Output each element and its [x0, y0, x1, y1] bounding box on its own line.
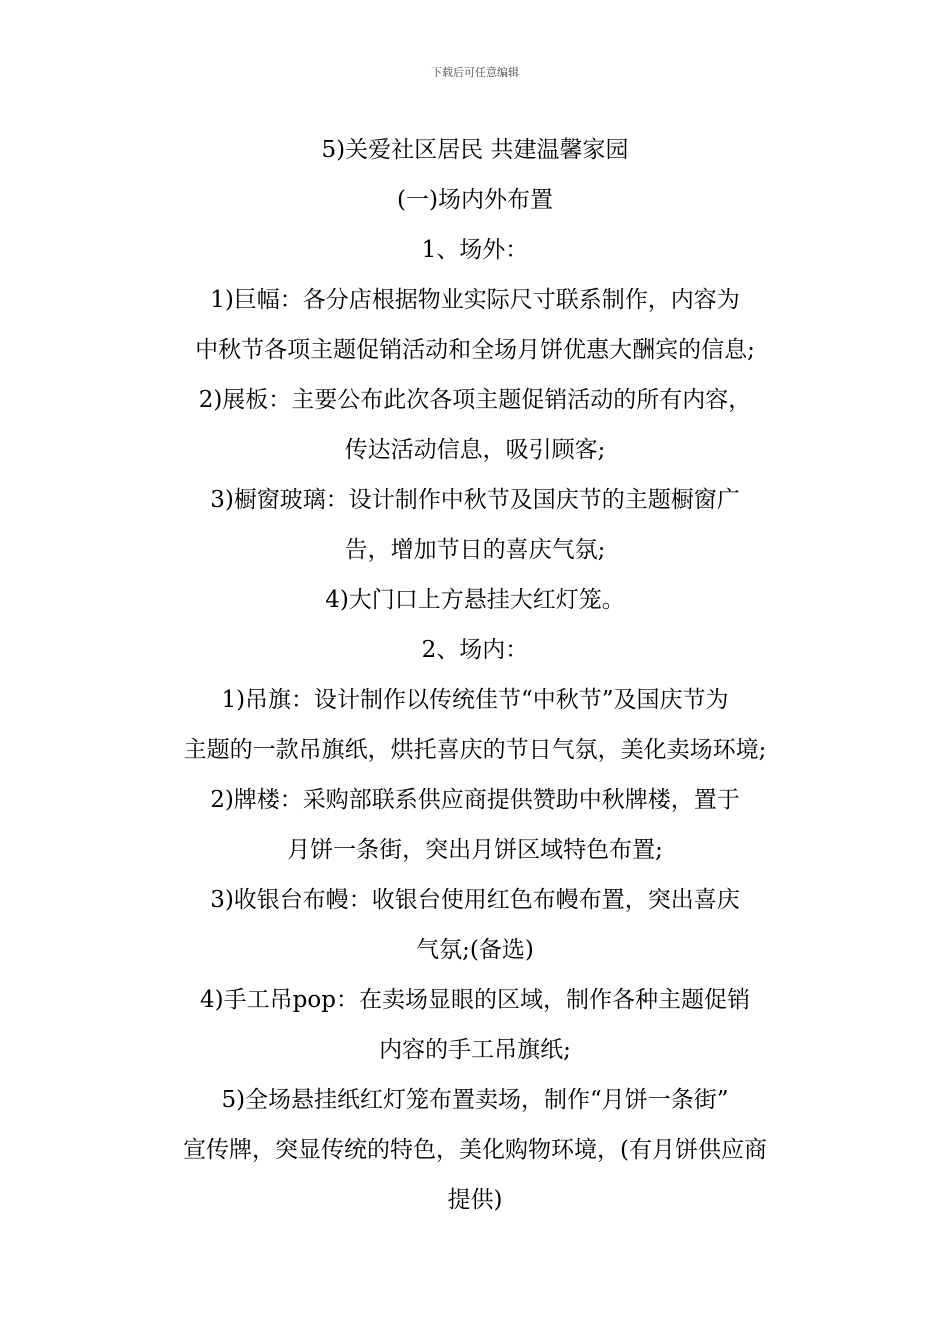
- paragraph-line: 4)手工吊pop：在卖场显眼的区域，制作各种主题促销: [200, 987, 750, 1013]
- paragraph-line: 传达活动信息，吸引顾客;: [344, 437, 606, 463]
- paragraph-line: 2)牌楼：采购部联系供应商提供赞助中秋牌楼，置于: [210, 787, 740, 813]
- paragraph-line: 2)展板：主要公布此次各项主题促销活动的所有内容，: [198, 387, 752, 413]
- heading-inside: 2、场内：: [421, 637, 529, 663]
- heading-outside: 1、场外：: [421, 237, 529, 263]
- paragraph-line: 4)大门口上方悬挂大红灯笼。: [325, 587, 625, 613]
- paragraph-line: 月饼一条街，突出月饼区域特色布置;: [287, 837, 663, 863]
- paragraph-line: 提供): [447, 1187, 503, 1213]
- paragraph-line: 5)全场悬挂纸红灯笼布置卖场，制作“月饼一条街”: [221, 1087, 729, 1113]
- paragraph-line: 告，增加节日的喜庆气氛;: [344, 537, 606, 563]
- subsection-title: (一)场内外布置: [397, 187, 553, 213]
- paragraph-line: 宣传牌，突显传统的特色，美化购物环境，(有月饼供应商: [183, 1137, 767, 1163]
- header-note: 下载后可任意编辑: [431, 66, 519, 79]
- section-title: 5)关爱社区居民 共建温馨家园: [321, 137, 629, 163]
- paragraph-line: 1)巨幅：各分店根据物业实际尺寸联系制作，内容为: [210, 287, 740, 313]
- paragraph-line: 1)吊旗：设计制作以传统佳节“中秋节”及国庆节为: [221, 687, 729, 713]
- paragraph-line: 气氛;(备选): [416, 937, 534, 963]
- paragraph-line: 主题的一款吊旗纸，烘托喜庆的节日气氛，美化卖场环境;: [183, 737, 767, 763]
- paragraph-line: 3)橱窗玻璃：设计制作中秋节及国庆节的主题橱窗广: [210, 487, 740, 513]
- paragraph-line: 中秋节各项主题促销活动和全场月饼优惠大酬宾的信息;: [195, 337, 755, 363]
- paragraph-line: 3)收银台布幔：收银台使用红色布幔布置，突出喜庆: [210, 887, 740, 913]
- paragraph-line: 内容的手工吊旗纸;: [379, 1037, 571, 1063]
